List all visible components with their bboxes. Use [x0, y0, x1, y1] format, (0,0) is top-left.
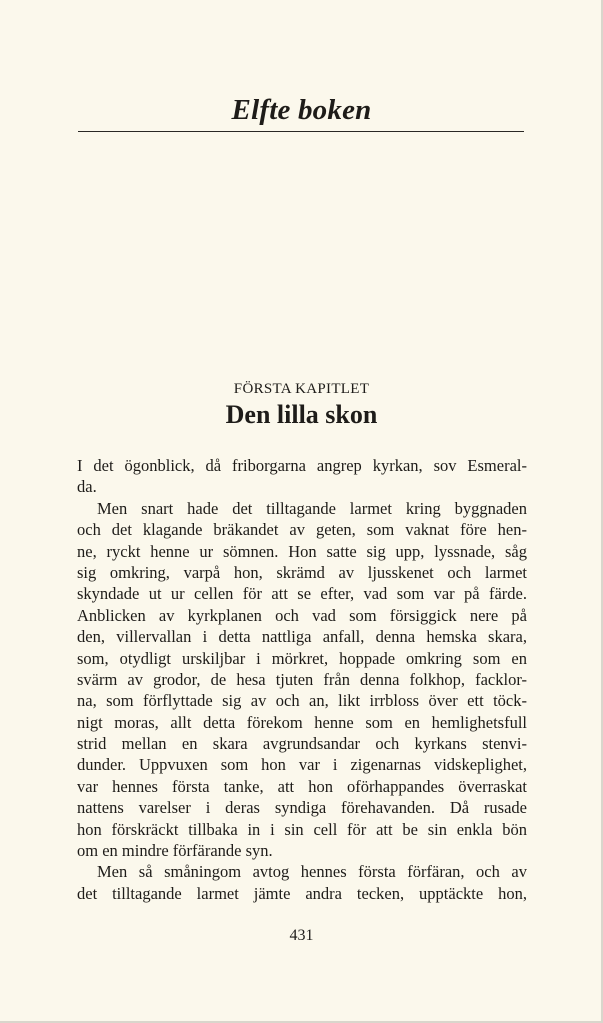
page-number: 431	[289, 927, 314, 944]
chapter-label: FÖRSTA KAPITLET	[233, 381, 370, 397]
text-line: skyndade ut ur cellen för att se efter, vad som var på färde.	[77, 584, 527, 604]
text-line: ne, ryckt henne ur sömnen. Hon satte sig upp, lyssnade, såg	[77, 541, 527, 561]
text-line: Men snart hade det tilltagande larmet kring byggnaden	[97, 498, 527, 518]
text-line: om en mindre förfärande syn.	[77, 841, 273, 861]
text-line: nattens varelser i deras syndiga förehavanden. Då rusade	[77, 798, 527, 818]
text-line: na, som förflyttade sig av och an, likt irrbloss över ett töck-	[77, 691, 527, 711]
text-line: sig omkring, varpå hon, skrämd av ljusskenet och larmet	[77, 562, 527, 582]
text-line: och det klagande bräkandet av geten, som vaknat före hen-	[77, 520, 527, 540]
text-line: I det ögonblick, då friborgarna angrep kyrkan, sov Esmeral-	[77, 456, 527, 475]
text-line: som, otydligt urskiljbar i mörkret, hoppade omkring som en	[77, 648, 527, 668]
chapter-title: Den lilla skon	[225, 400, 378, 429]
running-head: Elfte boken	[231, 94, 372, 126]
text-line: strid mellan en skara avgrundsandar och kyrkans stenvi-	[77, 734, 527, 754]
text-line: nigt moras, allt detta förekom henne som en hemlighetsfull	[77, 712, 527, 732]
header-rule	[78, 131, 524, 132]
text-line: Men så småningom avtog hennes första förfäran, och av	[97, 862, 527, 882]
text-line: svärm av grodor, de hesa tjuten från denna folkhop, facklor-	[77, 669, 527, 689]
text-line: den, villervallan i detta nattliga anfall, denna hemska skara,	[77, 627, 527, 647]
text-line: Anblicken av kyrkplanen och vad som försiggick nere på	[77, 605, 527, 625]
text-line: hon förskräckt tillbaka in i sin cell för att be sin enkla bön	[77, 819, 527, 839]
text-line: var hennes första tanke, att hon oförhappandes överraskat	[77, 776, 527, 796]
text-line: dunder. Uppvuxen som hon var i zigenarnas vidskeplighet,	[77, 755, 527, 775]
text-line: da.	[77, 477, 97, 497]
text-line: det tilltagande larmet jämte andra tecken, upptäckte hon,	[77, 883, 527, 903]
body-text	[77, 455, 527, 904]
